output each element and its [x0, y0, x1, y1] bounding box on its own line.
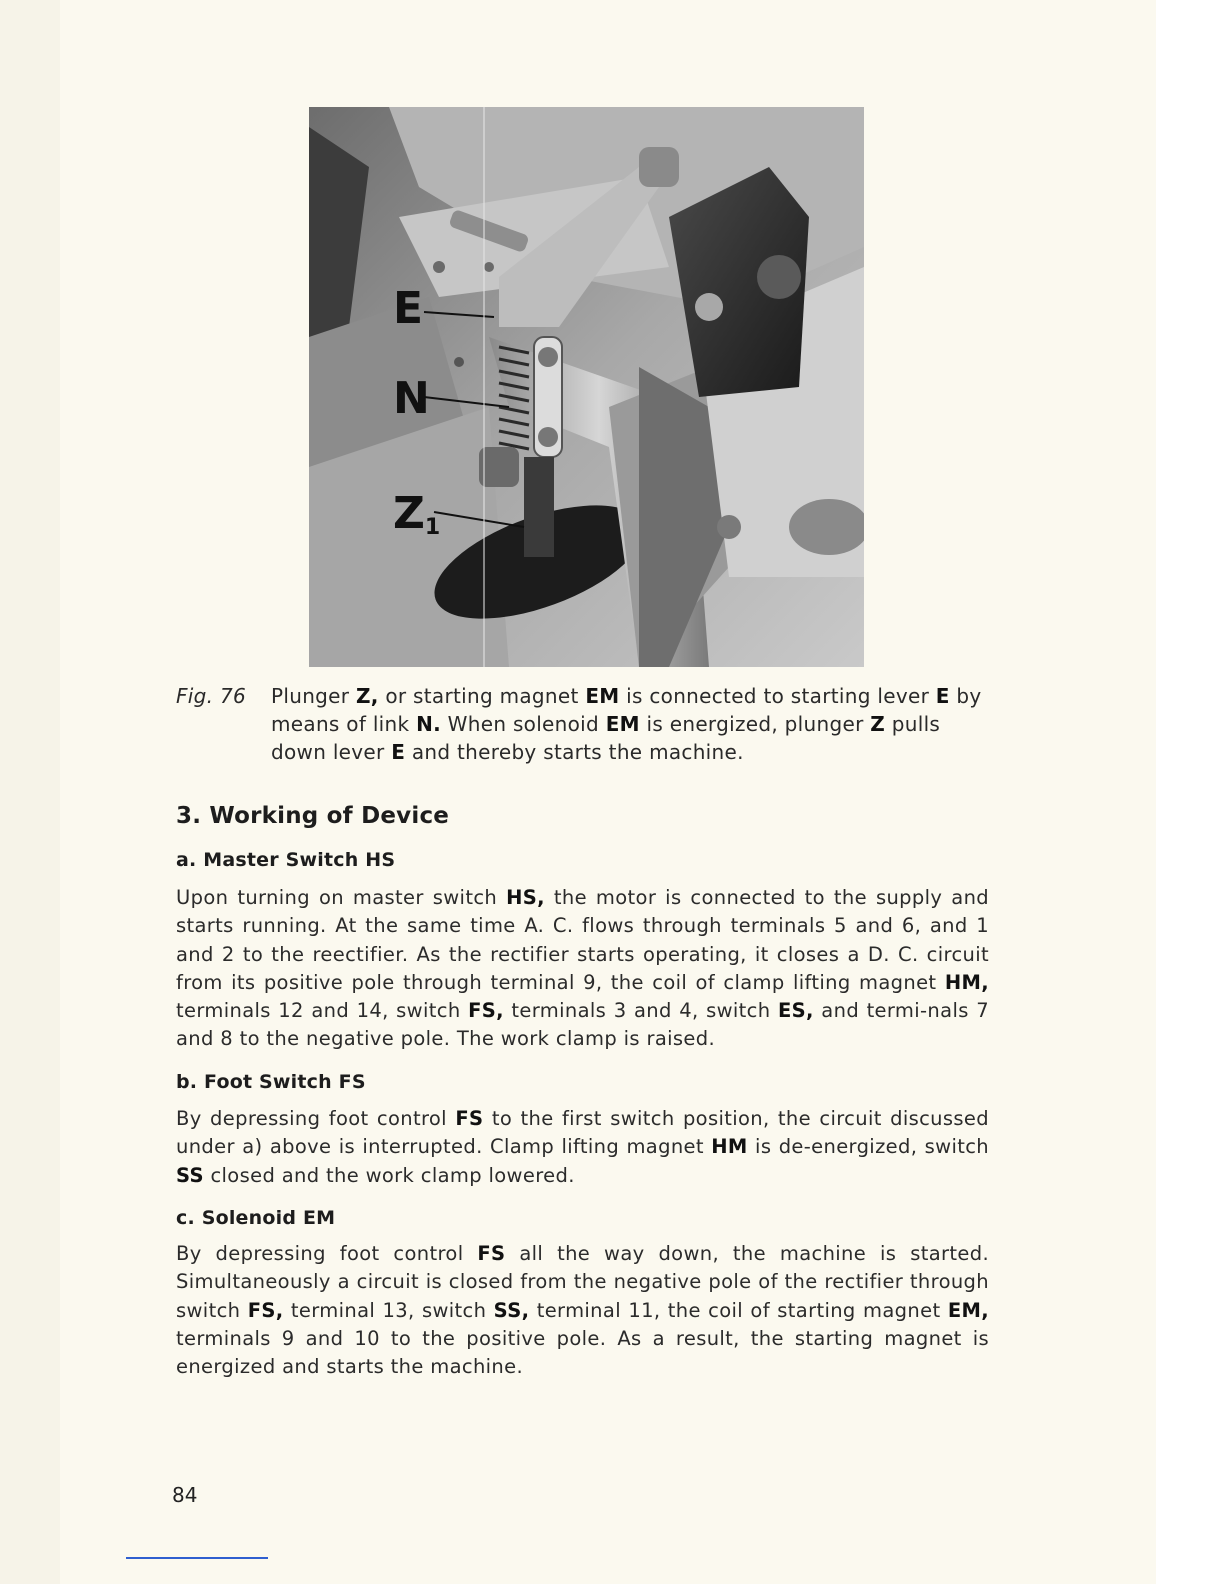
paragraph-foot-switch: By depressing foot control FS to the first switch position, the circuit discussed under a) above is interrupted. Clamp lifting magnet HM is de-energized, switch SS closed and the work clamp lowered. — [176, 1107, 989, 1187]
label-z: Z — [393, 488, 425, 539]
page-number: 84 — [172, 1483, 198, 1507]
page-edge — [1156, 0, 1224, 1584]
subheading-master-switch: a. Master Switch HS — [176, 849, 396, 871]
subheading-foot-switch: b. Foot Switch FS — [176, 1071, 366, 1093]
caption-text: Plunger Z, or starting magnet EM is connected to starting lever E by means of link N. When solenoid EM is energized, plunger Z pulls down lever E and thereby starts the machine. — [271, 684, 982, 764]
figure-caption — [176, 682, 996, 766]
paragraph-solenoid: By depressing foot control FS all the way down, the machine is started. Simultaneously a circuit is closed from the negative pole of the rectifier through switch FS, terminal 13, switch SS, terminal 11, the coil of starting magnet EM, terminals 9 and 10 to the positive pole. As a result, the starting magnet is energized and starts the machine. — [176, 1242, 989, 1379]
label-n: N — [393, 373, 430, 424]
subheading-solenoid: c. Solenoid EM — [176, 1207, 336, 1229]
figure-photo — [309, 107, 864, 667]
footer-line — [126, 1557, 268, 1559]
paragraph-master-switch: Upon turning on master switch HS, the motor is connected to the supply and starts running. At the same time A. C. flows through terminals 5 and 6, and 1 and 2 to the reectifier. As the rectifier starts operating, it closes a D. C. circuit from its positive pole through terminal 9, the coil of clamp lifting magnet HM, terminals 12 and 14, switch FS, terminals 3 and 4, switch ES, and termi-nals 7 and 8 to the negative pole. The work clamp is raised. — [176, 886, 990, 1051]
label-e: E — [393, 283, 424, 334]
label-z1 — [393, 488, 441, 540]
section-heading: 3. Working of Device — [176, 803, 450, 829]
label-z-subscript: 1 — [424, 515, 441, 540]
figure-number: Fig. 76 — [176, 684, 247, 708]
